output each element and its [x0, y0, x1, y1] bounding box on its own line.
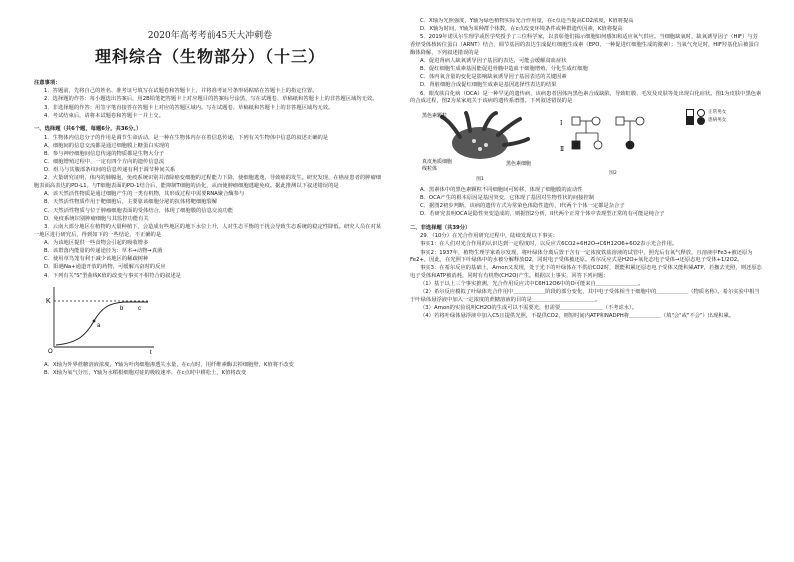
notes-item: 3．非选择题的作答：用签字笔直接答在答题卡上对应的答题区域内。写在试题卷、草稿纸和答题卡上的非答题区域均无效。 [44, 104, 334, 111]
answer-option: D．阳遇Na+通道开放的药物，可缓解兴奋时的反应 [44, 264, 166, 271]
fig1-label: 黑色素颗粒 [422, 112, 448, 119]
answer-option: C．天然活性物质与位于肿瘤细胞表面的受体结合，体现了细胞膜的信息交流功能 [44, 207, 234, 214]
figure-row [420, 109, 762, 184]
answer-option: A．为该地区提供一些食物会引起的吸收增多 [44, 239, 149, 246]
answer-option: C．据图2初步判断，该病的遗传方式为常染色体隐性遗传，I代两个个体一定都是杂合子 [420, 203, 625, 210]
s-curve [56, 302, 148, 345]
answer-option: B．参与神经细胞间信息传递的物质都是生物大分子 [44, 150, 165, 157]
answer-option: D．若研究表明OCA是隐性突变造成的，则据图2分析，II代两个正常个体中表现型正常的有可能是纯合子 [420, 211, 665, 218]
answer-option: D．肾脏细胞合成促红细胞生成素是基因选择性表达的结果 [420, 82, 557, 89]
legend-affected [686, 117, 726, 125]
k-label: K [46, 298, 51, 306]
pedigree-female [594, 141, 602, 149]
answer-option: D．组马与其腹部条纹间的信息传递有利于调节种间关系 [44, 167, 176, 174]
answer-option: A．细胞间的信息交流都是通过细胞膜上糖蛋白实现的 [44, 142, 170, 149]
generation-label: Ⅱ [560, 145, 565, 153]
question-stem: 29．（10分）在光合作用研究过程中，陆续发现以下事实： [420, 233, 558, 240]
question-stem: 3．云南大部分地区在植物的大量种植下，会造成有些地区的地下水位上升，人对生态平衡的干扰会导致生态系统的稳定性降低。研究人员在对某一地区进行研究后，得到如下的一些结论，不正确的是 [34, 224, 382, 238]
question-fact: 事实1：在人们对光合作用的认识达到一定程度时，以反应式6CO2+6H2O→C6H12O6+6O2表示光合作用。 [420, 241, 678, 248]
legend-circle-icon [697, 109, 705, 117]
point-b-label: b [120, 306, 124, 313]
sub-question: （4）若将叶绿体悬浮液中加入C5且提供光照，不提供CO2，则短时间内ATP和NADPH将＿＿＿＿＿＿（填"会"或"不会"）出现积累。 [420, 313, 735, 320]
notes-item: 2．选择题的作答：每小题选出答案后，用2B铅笔把答题卡上对应题目的答案标号涂黑，写在试题卷、草稿纸和答题卡上的非答题区域均无效。 [44, 96, 378, 103]
answer-option: B．该群落内能量的传递途径为：草本→动物→真菌 [44, 247, 163, 254]
question-stem: 2．大量研究证明，体内的肺腺泡，免疫系统识别并清除癌变细胞的过程能力下降，使细胞逃逸，导致癌的发生。研究发现，在癌症患者的肿瘤细胞表面高表达的PD-L1，与T细胞表面的PD-1结合后，能抑制T细胞的活化，从而使肿瘤细胞逃避免疫。据此推测以下叙述错误的是 [34, 175, 382, 190]
question-stem: 6．眼皮肤白化病（OCA）是一种罕见的遗传病，该病患者因体内黑色素合成缺陷，导致虹膜、毛发及皮肤等处出现白化症状。图1为皮肤中黑色素的合成过程，图2为某家庭关于该病的遗传系谱图。下列叙述错误的是 [410, 90, 762, 105]
legend-label: 患病男女 [708, 118, 727, 124]
answer-option: C．使用草鸟笼有利于减少该地区的稀疏树种 [44, 256, 149, 263]
answer-option: B．OCA产生的根本原因是基因突变，它体现了基因对生物性状的间接控制 [420, 195, 595, 202]
answer-option: B．X轴为氧气分压，Y轴为水稻根细胞对硅的吸收速率，在c点时中耕松土，K值将改变 [44, 369, 247, 376]
melanosome [478, 147, 482, 151]
melanosome [484, 143, 488, 147]
fig1-label: 黑色素细胞 [506, 160, 532, 167]
answer-option: C．体内氧含量的变化是影响缺氧诱导因子基因表达的关键因素 [420, 74, 567, 81]
answer-option: B．天然活性物质作用于靶细胞后，主要靠该细胞分泌的抗体将靶细胞裂解 [44, 199, 218, 206]
sub-question: （3）Arnon的实验说明CH2O的生成可以不需要光，但需要＿＿＿＿＿＿＿＿（不考虑水）。 [420, 305, 637, 312]
question-stem: 5．2019年诺贝尔生理学或医学奖授予了三位科学家，以表彰他们揭示细胞如何感知和适应氧气供应。当细胞缺氧时，缺氧诱导因子（HIF）与芳香烃受体核转位蛋白（ARNT）结合，调节基因的表达生成促红细胞生成素（EPO，一种促进红细胞生成的激素）；当氧气充足时，HIF羟基化后被蛋白酶体降解，下列叙述错误的是 [410, 34, 759, 56]
point-c-label: c [138, 306, 141, 313]
answer-option: A．该天然活性物质是通过细胞产生的一类有机物，其形成过程中需要RNA聚合酶参与 [44, 191, 245, 198]
notes-item: 4．考试结束后，请将本试题卷和答题卡一并上交。 [44, 112, 164, 119]
page-subtitle: 理科综合（生物部分）（十三） [94, 47, 325, 66]
legend-label: 正常男女 [708, 110, 727, 116]
answer-option: C．细胞增殖过程中，一定有四个方向的遗传信息流 [44, 159, 165, 166]
pedigree-male [572, 117, 580, 125]
answer-option: B．促红细胞生成素基因能促进骨髓中造血干细胞增殖、分化生成红细胞 [420, 65, 588, 72]
figure-1 [420, 109, 540, 184]
fig1-label: 线粒体 [422, 165, 438, 172]
page-title: 2020年高考考前45天大冲刺卷 [147, 31, 273, 41]
generation-label: Ⅰ [560, 119, 563, 127]
answer-option: A．黑素体中的黑色素颗粒不同细胞间可转移，体现了细胞膜的流动性 [420, 186, 583, 193]
pedigree-female [636, 117, 644, 125]
section-heading: 一、选择题（共6个题，每题6分，共36分。） [34, 126, 142, 133]
legend-filled-square-icon [686, 117, 694, 125]
question-fact: 事实2：1937年，植物生理学家希尔发现，将叶绿体分离后置于含有一定浓度铁盐溶液的试管中，照光后有氧气释放，且溶液中Fe3+被还原为Fe2+，因此，在光照下叶绿体中的水被分解释放O2，同时电子受体被还原。希尔反应式是H2O+氧化态电子受体→还原态电子受体+1/2O2。 [410, 249, 753, 264]
origin-label: O [48, 349, 53, 356]
question-stem: 4．下列有关"S"型曲线K值的改变与事实不相符合的叙述是 [44, 272, 181, 279]
sub-question: （1）基于以上三个事实推测，光合作用反应式中C6H12O6中的O可能来自＿＿＿＿＿＿＿＿。 [420, 281, 644, 288]
point-a-label: a [97, 323, 101, 330]
left-column [34, 18, 386, 554]
pedigree-chart [558, 109, 668, 167]
x-axis-label: t [150, 350, 152, 356]
answer-option: C．X轴为光照强度，Y轴为绿色植物实际光合作用量，在c点适当提高CO2浓度，K值将提高 [420, 18, 634, 24]
answer-option: A．X轴为外界蔗糖溶液浓度，Y轴为叶肉细胞渗透失水量，在c点时，用纤维素酶去掉细胞壁，K值将不改变 [44, 361, 294, 368]
question-fact: 事实3：在希尔反应的基础上，Arnon又发现，处于光下的叶绿体在不供给CO2时，既能积累还原态电子受体又能积累ATP，若撤去光照，则还原态电子受体和ATP被消耗，同时有有机物(CH2O)产生。根据以上事实，回答下列问题： [410, 265, 762, 279]
s-curve-svg [40, 283, 160, 355]
pedigree-male [616, 117, 624, 125]
pedigree-female [592, 117, 600, 125]
answer-option: A．促进肾病人缺氧诱导因子基因的表达，可能会缓解贫血症状 [420, 57, 567, 64]
pedigree-affected-female [626, 141, 634, 149]
figure-2 [558, 109, 668, 178]
answer-option: D．X轴为时间，Y轴为某种群个体数，在c点改变环境条件或种群遗传因素，K值将提高 [420, 26, 623, 33]
pedigree-affected-male [572, 141, 580, 149]
fig1-caption: 图1 [476, 177, 484, 183]
notes-item: 1．答题前，先将自己的姓名、准考证号填写在试题卷和答题卡上，并将准考证号条形码粘贴在答题卡上的指定位置。 [44, 88, 318, 95]
melanocyte-figure [420, 109, 540, 173]
question-stem: 1．生物体内信息分子的作用是调节生命活动，是一种在生物体内存在着信息传递，下列有关生物体中信息的叙述正确的是 [44, 134, 329, 141]
right-column [410, 18, 762, 554]
notes-heading: 注意事项： [34, 80, 61, 86]
s-curve-graph [40, 283, 386, 359]
sub-question: （2）希尔反应模拟了叶绿体光合作用中＿＿＿＿＿＿阶段的部分变化，其中电子受体相当于细胞中的＿＿＿＿＿＿（物质名称）。希尔实验中相当于叶绿体悬浮液中加入一定浓度的蔗糖溶液的目的是＿＿＿＿＿＿＿＿＿＿＿＿。 [410, 289, 760, 303]
fig2-caption: 图2 [609, 171, 617, 177]
pedigree-legend [686, 109, 726, 125]
legend-square-icon [686, 109, 694, 117]
answer-option: D．免疫系统识别肿瘤细胞与其监控功能有关 [44, 215, 149, 222]
legend-normal [686, 109, 726, 117]
melanosome [472, 139, 476, 143]
fig1-label: 真皮角质细胞 [422, 158, 453, 165]
point-a-dot [93, 320, 96, 323]
legend-filled-circle-icon [697, 117, 705, 125]
section-heading: 二、非选择题（共39分） [410, 225, 471, 232]
